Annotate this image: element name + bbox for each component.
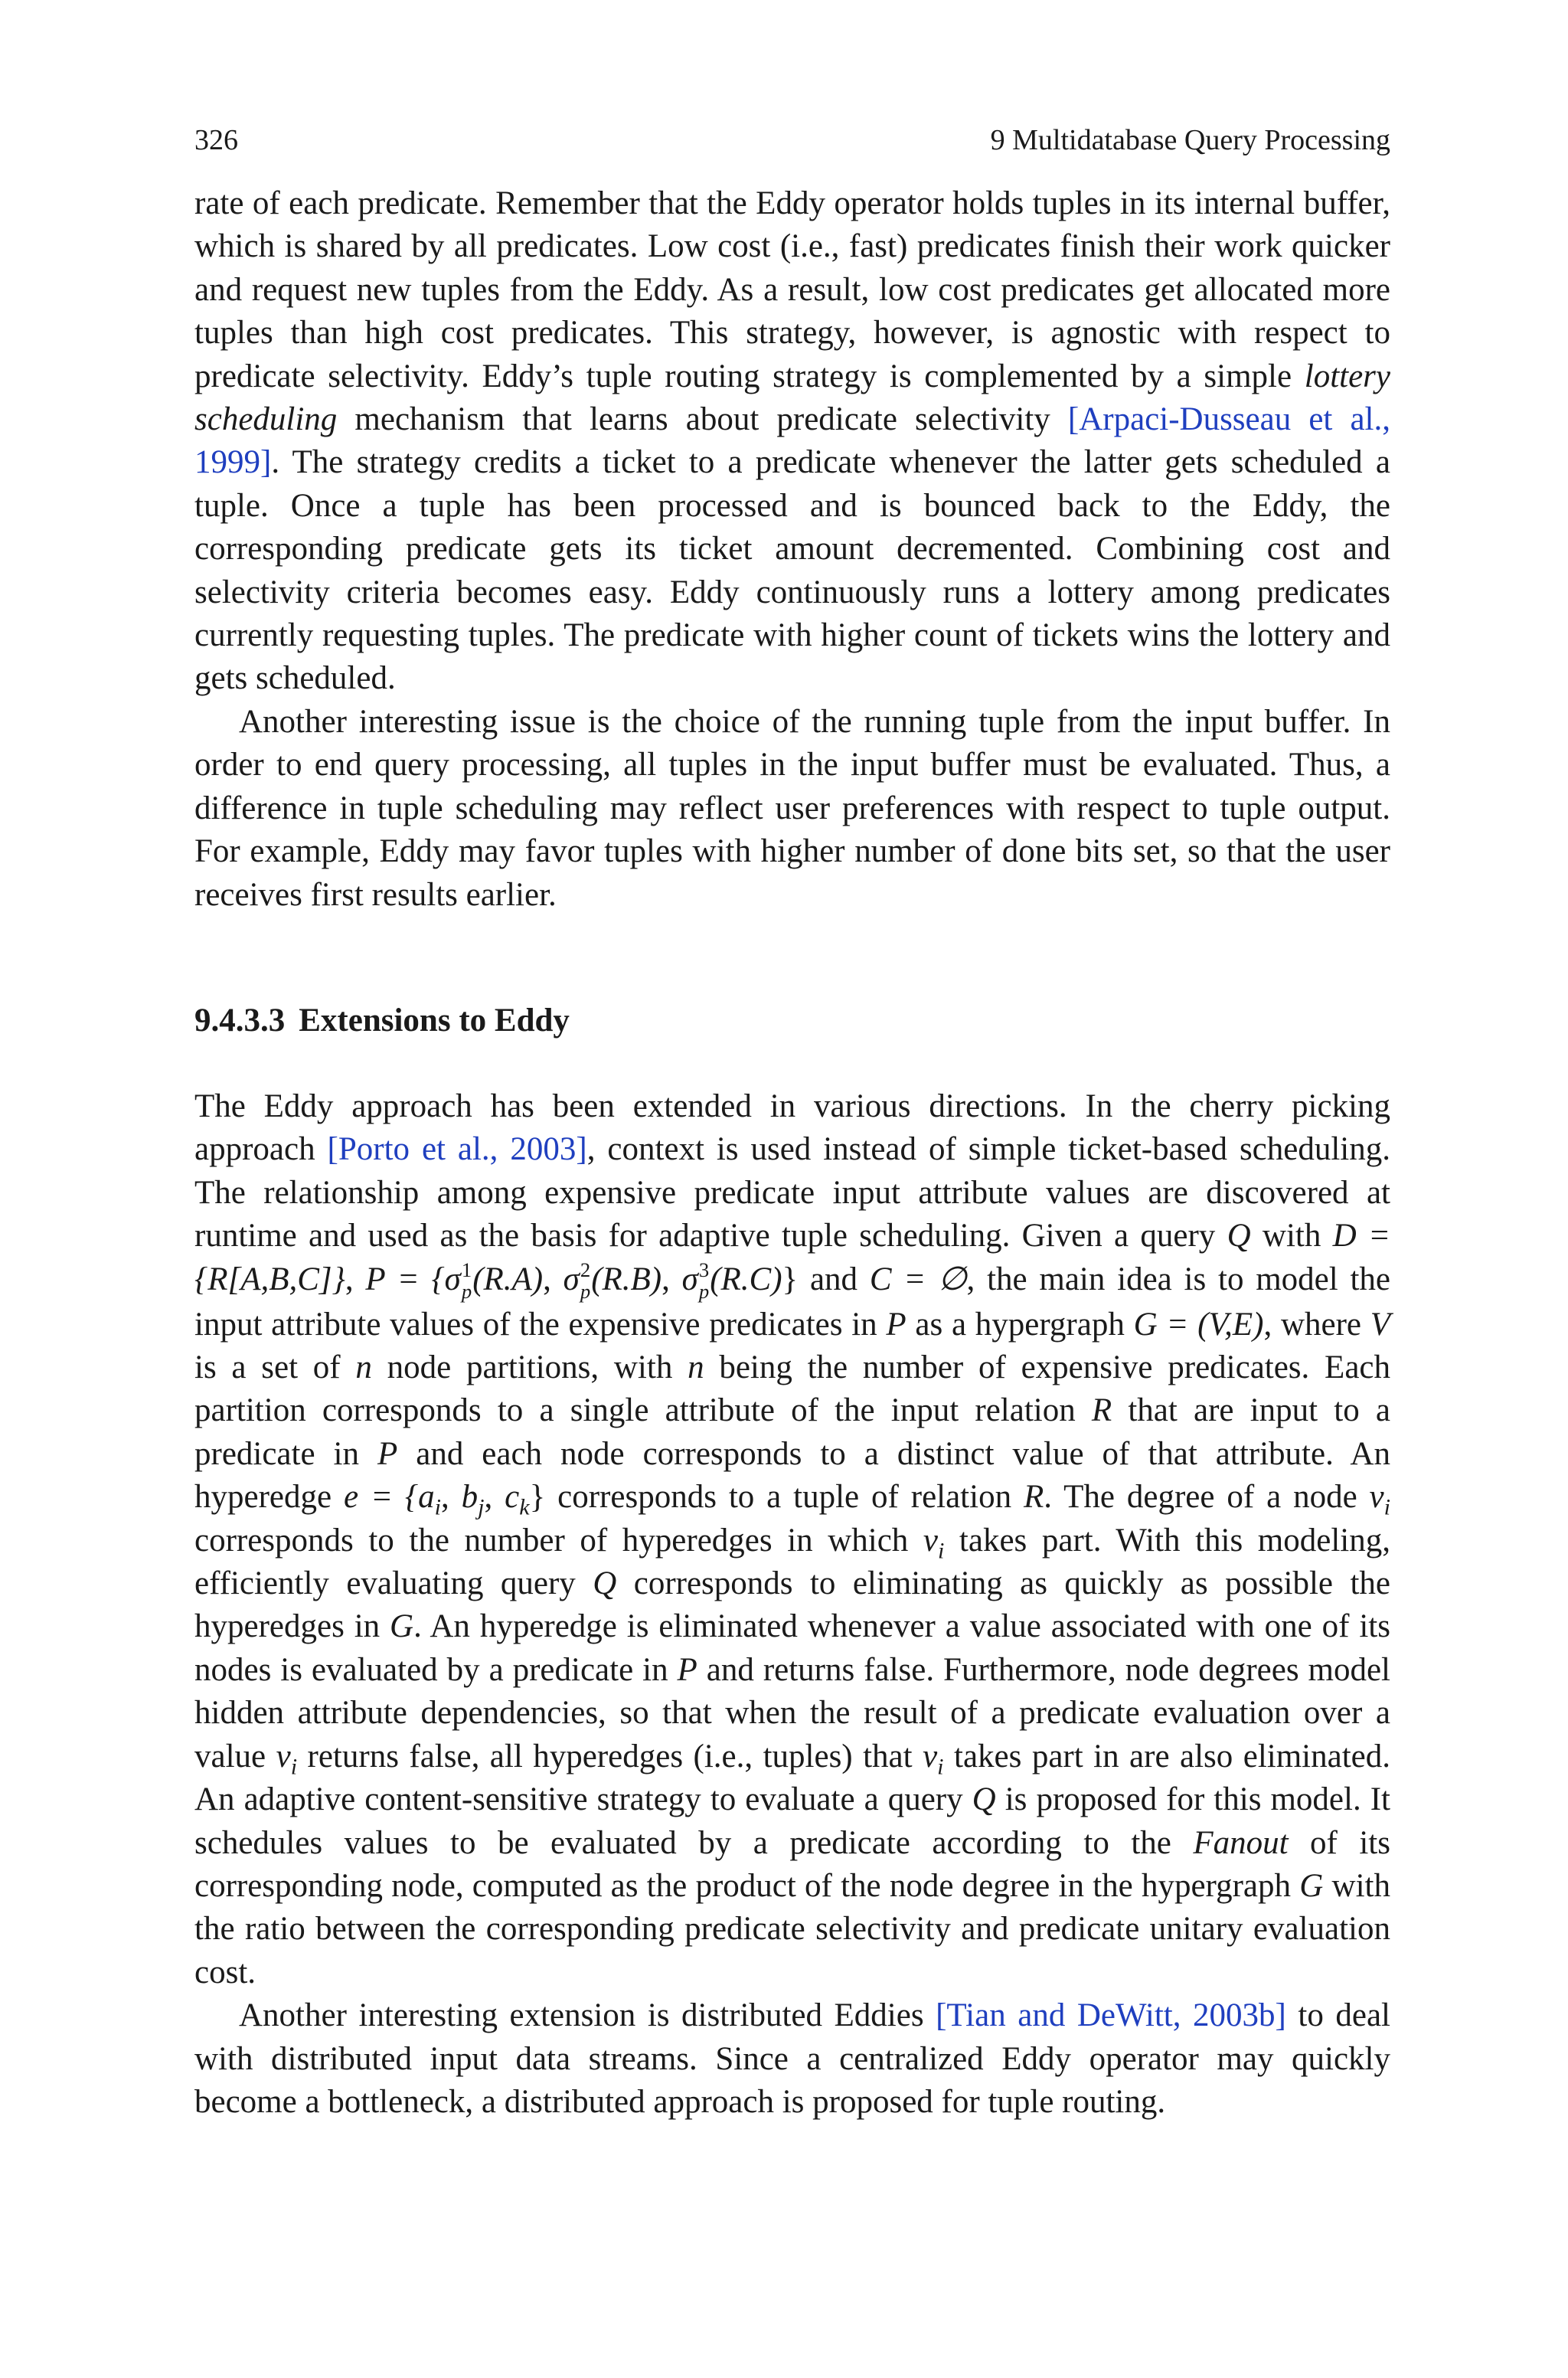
sigma-indices-3 bbox=[699, 1259, 709, 1302]
math-b: b bbox=[461, 1479, 479, 1516]
emphasis-lottery-scheduling: lottery scheduling bbox=[194, 358, 1390, 438]
sigma-symbol: σ bbox=[563, 1261, 580, 1297]
paragraph-running-tuple: Another interesting issue is the choice of the running tuple from the input buffer. In order to end query processing, all tuples in the input buffer must be evaluated. Thus, a difference in tuple scheduling may reflect user preferences with respect to tuple output. For example, Eddy may favor tuples with higher number of done bits set, so that the user receives first results earlier. bbox=[194, 703, 1390, 913]
math-Q: Q bbox=[593, 1565, 617, 1602]
math-v-i bbox=[923, 1738, 944, 1780]
math-comma: , bbox=[440, 1479, 462, 1516]
math-v-i bbox=[276, 1738, 298, 1780]
text-run: . The strategy credits a ticket to a predicate whenever the latter gets scheduled a tuple. Once a tuple has been processed and is bounced back to the Eddy, the corresponding predicate gets its ticket amount decremented. Combining cost and selectivity criteria becomes easy. Eddy continuously runs a lottery among predicates currently requesting tuples. The predicate with higher count of tickets wins the lottery and gets scheduled. bbox=[194, 444, 1390, 697]
text-run: , context is used instead of simple ticket-based scheduling. The relationship among expensive predicate input attribute values are discovered at runtime and used as the basis for adaptive tuple scheduling. Given a query bbox=[194, 1131, 1390, 1254]
math-v: v bbox=[923, 1738, 938, 1775]
math-comma: , bbox=[484, 1479, 505, 1516]
math-sub-i: i bbox=[290, 1753, 298, 1780]
text-run: and each node corresponds to a distinct value of that attribute. An hyperedge bbox=[194, 1435, 1390, 1516]
math-v: v bbox=[1369, 1479, 1384, 1516]
section-heading bbox=[194, 999, 1390, 1042]
citation-arpaci-dusseau[interactable]: [Arpaci-Dusseau et al., 1999] bbox=[194, 401, 1390, 481]
math-sub-k: k bbox=[519, 1493, 530, 1520]
running-head bbox=[194, 123, 1390, 158]
math-c: c bbox=[505, 1479, 520, 1516]
math-sub-i: i bbox=[937, 1753, 944, 1780]
math-Q: Q bbox=[1227, 1218, 1251, 1254]
text-run: takes part. With this modeling, efficiently evaluating query bbox=[194, 1522, 1390, 1602]
text-run: corresponds to the number of hyperedges in which bbox=[194, 1522, 923, 1559]
math-G: G bbox=[390, 1608, 414, 1645]
text-run: is a set of bbox=[194, 1349, 356, 1386]
math-v: v bbox=[276, 1738, 291, 1775]
text-run: that are input to a predicate in bbox=[194, 1392, 1390, 1472]
math-v: v bbox=[923, 1522, 938, 1559]
sigma-symbol: σ bbox=[444, 1261, 461, 1297]
text-run: rate of each predicate. Remember that the Eddy operator holds tuples in its internal buffer, which is shared by all predicates. Low cost (i.e., fast) predicates finish their work quicker and request new tuples from the Eddy. As a result, low cost predicates get allocated more tuples than high cost predicates. This strategy, however, is agnostic with respect to predicate selectivity. Eddy’s tuple routing strategy is complemented by a simple bbox=[194, 185, 1390, 394]
math-D-definition: D = {R[A,B,C]} bbox=[194, 1218, 1390, 1297]
math-R: R bbox=[1023, 1479, 1044, 1516]
body-text bbox=[194, 182, 1390, 2124]
math-sub-i: i bbox=[937, 1537, 945, 1564]
sigma-sup-2: 2 bbox=[580, 1258, 591, 1281]
text-run: node partitions, with bbox=[371, 1349, 688, 1386]
page bbox=[194, 123, 1390, 2124]
sigma-sup-1: 1 bbox=[461, 1258, 472, 1281]
text-run: being the number of expensive predicates. Each partition corresponds to a single attribute of the input relation bbox=[194, 1349, 1390, 1429]
sigma-sub-p: p bbox=[461, 1279, 472, 1303]
text-run: of its corresponding node, computed as the product of the node degree in the hypergraph bbox=[194, 1824, 1390, 1904]
chapter-title: 9 Multidatabase Query Processing bbox=[990, 124, 1390, 156]
paragraph-cherry-picking bbox=[194, 1085, 1390, 1994]
math-e-lead: e = { bbox=[343, 1479, 419, 1516]
math-comma: , bbox=[662, 1261, 682, 1297]
math-v-i bbox=[1369, 1479, 1391, 1520]
sigma-indices-2 bbox=[580, 1259, 590, 1302]
math-V: V bbox=[1370, 1306, 1391, 1343]
math-arg-RA: (R.A) bbox=[472, 1261, 544, 1297]
text-run: corresponds to eliminating as quickly as possible the hyperedges in bbox=[194, 1565, 1390, 1645]
math-comma: , bbox=[543, 1261, 564, 1297]
text-run: takes part in are also eliminated. An adaptive content-sensitive strategy to evaluate a query bbox=[194, 1738, 1390, 1818]
sigma-indices-1 bbox=[462, 1259, 472, 1302]
math-G-definition: G = (V,E) bbox=[1133, 1306, 1264, 1343]
math-arg-RC: (R.C) bbox=[710, 1261, 782, 1297]
math-sub-j: j bbox=[478, 1493, 485, 1520]
text-run: , the main idea is to model the input attribute values of the expensive predicates in bbox=[194, 1261, 1391, 1343]
math-close-brace: } bbox=[529, 1479, 546, 1516]
sigma-symbol: σ bbox=[681, 1261, 698, 1297]
text-run: Another interesting extension is distributed Eddies bbox=[239, 1997, 936, 2034]
math-P-definition bbox=[365, 1258, 799, 1303]
text-run: and returns false. Furthermore, node degrees model hidden attribute dependencies, so that when the result of a predicate evaluation over a value bbox=[194, 1651, 1390, 1775]
math-a: a bbox=[418, 1479, 435, 1516]
text-run: returns false, all hyperedges (i.e., tuples) that bbox=[297, 1738, 923, 1775]
citation-tian-dewitt[interactable]: [Tian and DeWitt, 2003b] bbox=[936, 1997, 1286, 2034]
sigma-sup-3: 3 bbox=[698, 1258, 710, 1281]
text-run: is proposed for this model. It schedules values to be evaluated by a predicate according to the bbox=[194, 1781, 1390, 1861]
text-run: , where bbox=[1263, 1306, 1370, 1343]
text-run: . The degree of a node bbox=[1044, 1479, 1370, 1516]
text-run: to deal with distributed input data streams. Since a centralized Eddy operator may quickly become a bottleneck, a distributed approach is proposed for tuple routing. bbox=[194, 1997, 1390, 2120]
math-sub-i: i bbox=[434, 1493, 441, 1520]
paragraph-distributed-eddies bbox=[194, 1994, 1390, 2124]
text-run: as a hypergraph bbox=[906, 1306, 1134, 1343]
math-sub-i: i bbox=[1383, 1493, 1391, 1520]
text-run: with the ratio between the corresponding predicate selectivity and predicate unitary evaluation cost. bbox=[194, 1867, 1390, 1990]
sigma-sub-p: p bbox=[580, 1279, 591, 1303]
text-run: , bbox=[345, 1261, 366, 1297]
text-run: mechanism that learns about predicate selectivity bbox=[337, 401, 1068, 438]
page-number: 326 bbox=[194, 124, 238, 156]
section-number: 9.4.3.3 bbox=[194, 1002, 286, 1039]
math-G: G bbox=[1299, 1867, 1324, 1904]
math-R: R bbox=[1091, 1392, 1112, 1429]
math-arg-RB: (R.B) bbox=[591, 1261, 662, 1297]
text-run: corresponds to a tuple of relation bbox=[545, 1479, 1024, 1516]
math-n: n bbox=[355, 1349, 372, 1386]
math-P: P bbox=[377, 1435, 398, 1472]
paragraph-lottery-scheduling bbox=[194, 182, 1390, 701]
math-P-lead: P = { bbox=[365, 1261, 445, 1297]
math-hyperedge bbox=[343, 1479, 546, 1520]
text-run: with bbox=[1250, 1218, 1333, 1254]
citation-porto[interactable]: [Porto et al., 2003] bbox=[327, 1131, 587, 1168]
math-n: n bbox=[688, 1349, 704, 1386]
sigma-sub-p: p bbox=[698, 1279, 710, 1303]
math-close-brace: } bbox=[782, 1261, 799, 1297]
math-v-i bbox=[923, 1522, 945, 1564]
section-title: Extensions to Eddy bbox=[299, 1002, 570, 1039]
text-run: and bbox=[798, 1261, 870, 1297]
math-P: P bbox=[677, 1651, 697, 1688]
math-C-empty: C = ∅ bbox=[869, 1261, 967, 1297]
math-Q: Q bbox=[972, 1781, 996, 1818]
text-run: . An hyperedge is eliminated whenever a value associated with one of its nodes is evaluated by a predicate in bbox=[194, 1608, 1390, 1688]
emphasis-fanout: Fanout bbox=[1193, 1824, 1289, 1861]
math-P: P bbox=[886, 1306, 906, 1343]
text-run: The Eddy approach has been extended in various directions. In the cherry picking approach bbox=[194, 1088, 1390, 1168]
